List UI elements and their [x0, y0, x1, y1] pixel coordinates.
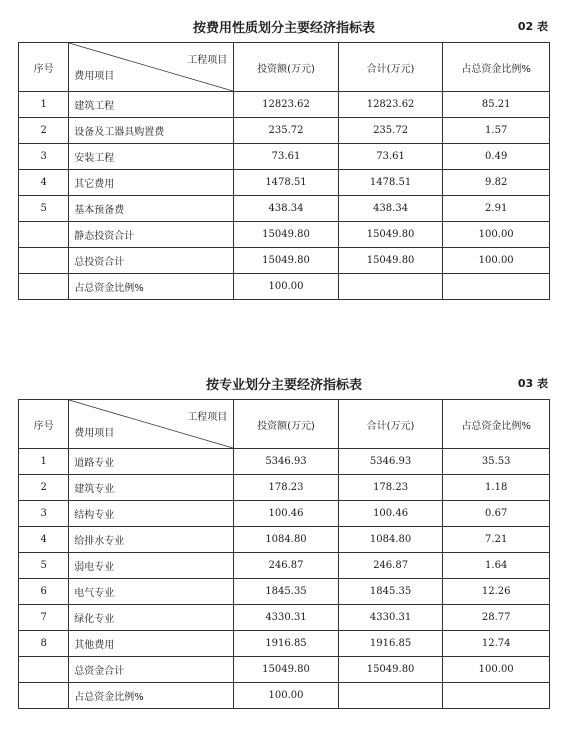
table-02-title: 按费用性质划分主要经济指标表 — [192, 21, 375, 36]
cell-total: 5346.93 — [338, 449, 443, 475]
table-row — [19, 118, 550, 144]
cell-total — [338, 683, 443, 709]
header-ratio: 占总资金比例% — [443, 43, 550, 92]
header-cost-label: 费用项目 — [74, 71, 115, 82]
cell-total: 1478.51 — [338, 170, 443, 196]
cell-name: 其它费用 — [69, 170, 234, 196]
table-03-tag: 03 表 — [517, 377, 548, 390]
cell-seq: 2 — [19, 118, 69, 144]
cell-seq: 3 — [19, 501, 69, 527]
cell-ratio: 35.53 — [443, 449, 550, 475]
cell-total: 15049.80 — [338, 222, 443, 248]
table-row — [19, 501, 550, 527]
cell-ratio: 1.64 — [443, 553, 550, 579]
cell-ratio: 1.57 — [443, 118, 550, 144]
table-02-tag: 02 表 — [517, 20, 548, 33]
cell-investment: 235.72 — [234, 118, 339, 144]
cell-total: 100.46 — [338, 501, 443, 527]
cell-ratio: 2.91 — [443, 196, 550, 222]
cell-investment: 15049.80 — [234, 248, 339, 274]
cell-ratio: 28.77 — [443, 605, 550, 631]
table-03-section — [18, 369, 550, 709]
cell-name: 占总资金比例% — [69, 274, 234, 300]
cell-seq: 4 — [19, 527, 69, 553]
table-row — [19, 196, 550, 222]
cell-ratio: 100.00 — [443, 657, 550, 683]
cell-name: 安装工程 — [69, 144, 234, 170]
cell-name: 电气专业 — [69, 579, 234, 605]
cell-name: 设备及工器具购置费 — [69, 118, 234, 144]
cell-name: 基本预备费 — [69, 196, 234, 222]
table-02-header-row — [19, 43, 550, 92]
cell-ratio: 9.82 — [443, 170, 550, 196]
table-row — [19, 631, 550, 657]
cell-name: 给排水专业 — [69, 527, 234, 553]
cell-seq — [19, 683, 69, 709]
cell-total: 438.34 — [338, 196, 443, 222]
cell-seq: 8 — [19, 631, 69, 657]
cell-total — [338, 274, 443, 300]
cell-name: 其他费用 — [69, 631, 234, 657]
table-02-section — [18, 12, 550, 300]
cell-total: 178.23 — [338, 475, 443, 501]
header-cost-label: 费用项目 — [74, 428, 115, 439]
cell-name: 建筑专业 — [69, 475, 234, 501]
table-row — [19, 170, 550, 196]
cell-seq: 1 — [19, 449, 69, 475]
cell-seq — [19, 222, 69, 248]
table-row — [19, 683, 550, 709]
cell-ratio — [443, 683, 550, 709]
table-row — [19, 657, 550, 683]
table-03-title: 按专业划分主要经济指标表 — [205, 378, 362, 393]
cell-investment: 5346.93 — [234, 449, 339, 475]
cell-ratio: 1.18 — [443, 475, 550, 501]
cell-total: 235.72 — [338, 118, 443, 144]
cell-name: 结构专业 — [69, 501, 234, 527]
table-row — [19, 605, 550, 631]
header-diagonal-cell — [69, 400, 234, 449]
cell-seq: 3 — [19, 144, 69, 170]
table-02-title-row — [18, 12, 550, 42]
cell-investment: 100.46 — [234, 501, 339, 527]
header-project-label: 工程项目 — [187, 412, 228, 423]
table-row — [19, 475, 550, 501]
cell-total: 15049.80 — [338, 657, 443, 683]
cell-ratio: 100.00 — [443, 248, 550, 274]
cell-total: 1084.80 — [338, 527, 443, 553]
cell-investment: 4330.31 — [234, 605, 339, 631]
table-row — [19, 553, 550, 579]
cell-name: 道路专业 — [69, 449, 234, 475]
cell-name: 建筑工程 — [69, 92, 234, 118]
cell-total: 15049.80 — [338, 248, 443, 274]
cell-seq: 2 — [19, 475, 69, 501]
cell-seq — [19, 248, 69, 274]
cell-name: 总资金合计 — [69, 657, 234, 683]
cell-investment: 246.87 — [234, 553, 339, 579]
cell-investment: 1845.35 — [234, 579, 339, 605]
cell-investment: 15049.80 — [234, 222, 339, 248]
table-row — [19, 248, 550, 274]
cell-ratio: 100.00 — [443, 222, 550, 248]
cell-ratio: 85.21 — [443, 92, 550, 118]
header-total: 合计(万元) — [338, 400, 443, 449]
cell-ratio: 7.21 — [443, 527, 550, 553]
cell-name: 占总资金比例% — [69, 683, 234, 709]
cell-seq — [19, 657, 69, 683]
cell-ratio: 12.74 — [443, 631, 550, 657]
cell-ratio: 0.67 — [443, 501, 550, 527]
table-row — [19, 222, 550, 248]
table-row — [19, 92, 550, 118]
cell-name: 绿化专业 — [69, 605, 234, 631]
cell-total: 73.61 — [338, 144, 443, 170]
cell-seq: 4 — [19, 170, 69, 196]
header-diagonal-cell — [69, 43, 234, 92]
header-project-label: 工程项目 — [187, 55, 228, 66]
cell-investment: 1478.51 — [234, 170, 339, 196]
cell-total: 4330.31 — [338, 605, 443, 631]
header-total: 合计(万元) — [338, 43, 443, 92]
cell-investment: 1084.80 — [234, 527, 339, 553]
table-03-title-row — [18, 369, 550, 399]
cell-ratio: 0.49 — [443, 144, 550, 170]
cell-seq: 1 — [19, 92, 69, 118]
header-investment: 投资额(万元) — [234, 43, 339, 92]
table-row — [19, 579, 550, 605]
table-row — [19, 274, 550, 300]
cell-seq — [19, 274, 69, 300]
cell-seq: 6 — [19, 579, 69, 605]
table-row — [19, 449, 550, 475]
cell-ratio: 12.26 — [443, 579, 550, 605]
table-row — [19, 144, 550, 170]
cell-name: 弱电专业 — [69, 553, 234, 579]
cell-investment: 73.61 — [234, 144, 339, 170]
cell-total: 246.87 — [338, 553, 443, 579]
table-03-header-row — [19, 400, 550, 449]
cell-ratio — [443, 274, 550, 300]
header-investment: 投资额(万元) — [234, 400, 339, 449]
cell-investment: 438.34 — [234, 196, 339, 222]
cell-total: 1916.85 — [338, 631, 443, 657]
table-03 — [18, 399, 550, 709]
cell-seq: 7 — [19, 605, 69, 631]
header-ratio: 占总资金比例% — [443, 400, 550, 449]
cell-investment: 15049.80 — [234, 657, 339, 683]
cell-investment: 178.23 — [234, 475, 339, 501]
cell-investment: 100.00 — [234, 274, 339, 300]
cell-seq: 5 — [19, 196, 69, 222]
cell-total: 12823.62 — [338, 92, 443, 118]
cell-investment: 12823.62 — [234, 92, 339, 118]
cell-name: 静态投资合计 — [69, 222, 234, 248]
table-02 — [18, 42, 550, 300]
cell-investment: 1916.85 — [234, 631, 339, 657]
cell-name: 总投资合计 — [69, 248, 234, 274]
cell-total: 1845.35 — [338, 579, 443, 605]
cell-seq: 5 — [19, 553, 69, 579]
header-seq: 序号 — [19, 43, 69, 92]
cell-investment: 100.00 — [234, 683, 339, 709]
header-seq: 序号 — [19, 400, 69, 449]
table-row — [19, 527, 550, 553]
